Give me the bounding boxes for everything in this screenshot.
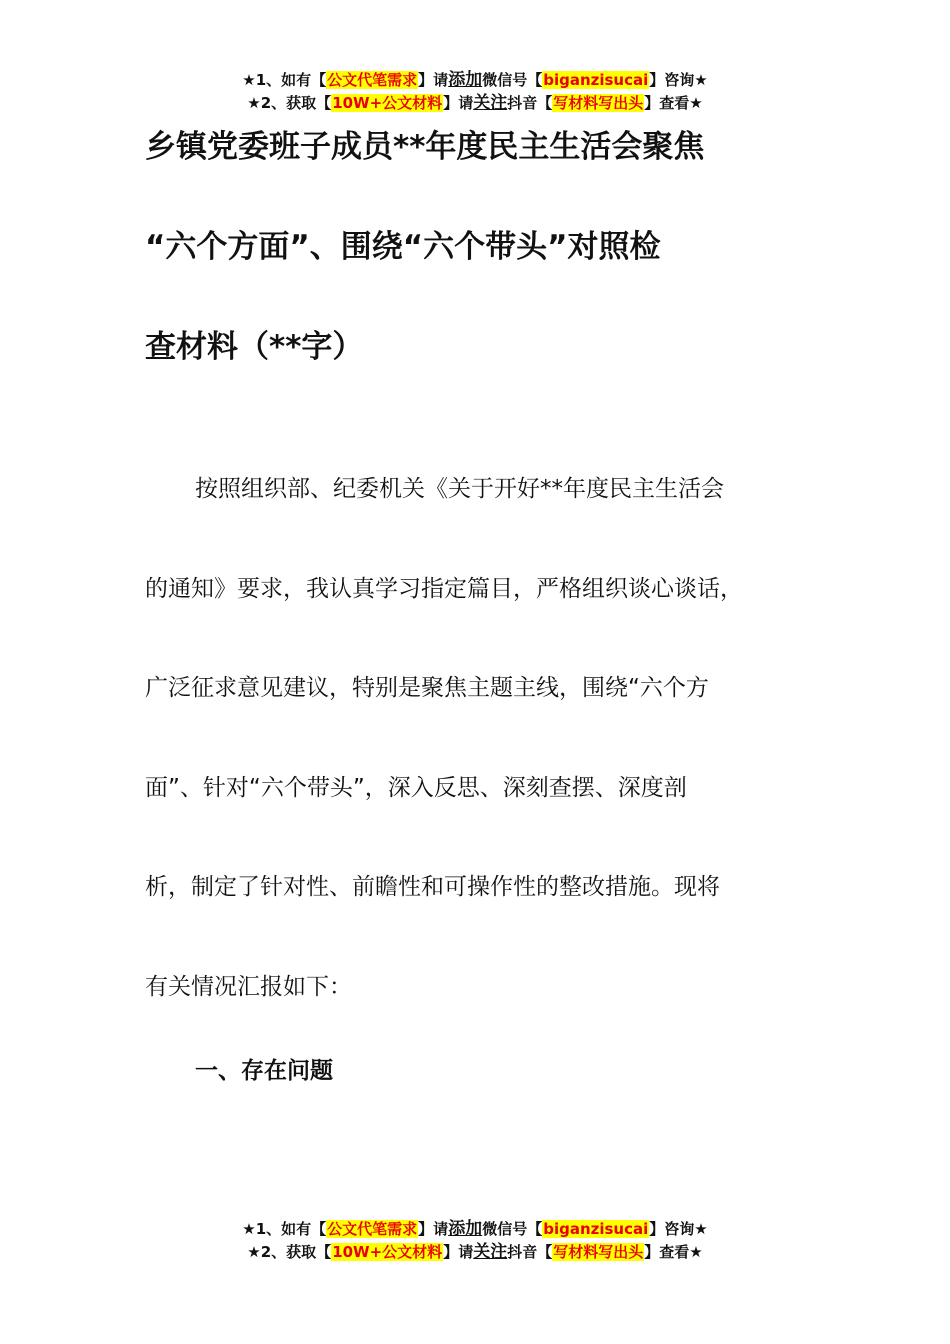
body-line-3: 广泛征求意见建议，特别是聚焦主题主线，围绕“六个方 xyxy=(145,675,709,701)
body-line-1: 按照组织部、纪委机关《关于开好**年度民主生活会 xyxy=(195,476,724,502)
banner-text: 】请 xyxy=(443,1243,474,1261)
banner-text: 】请 xyxy=(418,71,449,89)
banner-text: 抖音【 xyxy=(507,94,553,112)
highlight-wechat-id: biganzisucai xyxy=(543,1220,649,1238)
highlight-materials: 10W+公文材料 xyxy=(332,94,443,112)
banner-emphasis: 关注 xyxy=(473,1242,508,1262)
highlight-materials: 10W+公文材料 xyxy=(332,1243,443,1261)
banner-text: 微信号【 xyxy=(482,1220,543,1238)
banner-text: ★2、获取【 xyxy=(247,94,332,112)
banner-text: 】咨询★ xyxy=(649,1220,708,1238)
document-title-line-2: “六个方面”、围绕“六个带头”对照检 xyxy=(145,229,661,265)
banner-text: 】查看★ xyxy=(644,94,703,112)
banner-line-2 xyxy=(0,92,950,115)
section-heading: 一、存在问题 xyxy=(195,1058,333,1084)
highlight-douyin-account: 写材料写出头 xyxy=(553,94,644,112)
banner-text: 】请 xyxy=(443,94,474,112)
header-banner xyxy=(0,69,950,115)
highlight-douyin-account: 写材料写出头 xyxy=(553,1243,644,1261)
banner-emphasis: 关注 xyxy=(473,93,508,113)
banner-emphasis: 添加 xyxy=(448,1219,483,1239)
banner-text: 抖音【 xyxy=(507,1243,553,1261)
banner-text: 】查看★ xyxy=(644,1243,703,1261)
body-line-6: 有关情况汇报如下： xyxy=(145,974,352,1000)
footer-banner xyxy=(0,1218,950,1264)
banner-text: ★1、如有【 xyxy=(242,71,327,89)
banner-text: ★1、如有【 xyxy=(242,1220,327,1238)
highlight-service: 公文代笔需求 xyxy=(327,1220,418,1238)
body-line-2: 的通知》要求，我认真学习指定篇目，严格组织谈心谈话， xyxy=(145,576,743,602)
highlight-service: 公文代笔需求 xyxy=(327,71,418,89)
banner-emphasis: 添加 xyxy=(448,70,483,90)
banner-line-2 xyxy=(0,1241,950,1264)
body-line-5: 析，制定了针对性、前瞻性和可操作性的整改措施。现将 xyxy=(145,874,720,900)
document-title-line-1: 乡镇党委班子成员**年度民主生活会聚焦 xyxy=(145,129,705,165)
banner-text: 】请 xyxy=(418,1220,449,1238)
banner-line-1 xyxy=(0,69,950,92)
body-line-4: 面”、针对“六个带头”，深入反思、深刻查摆、深度剖 xyxy=(145,775,687,801)
banner-text: ★2、获取【 xyxy=(247,1243,332,1261)
banner-line-1 xyxy=(0,1218,950,1241)
document-title-line-3: 查材料（**字） xyxy=(145,329,364,365)
highlight-wechat-id: biganzisucai xyxy=(543,71,649,89)
banner-text: 微信号【 xyxy=(482,71,543,89)
banner-text: 】咨询★ xyxy=(649,71,708,89)
